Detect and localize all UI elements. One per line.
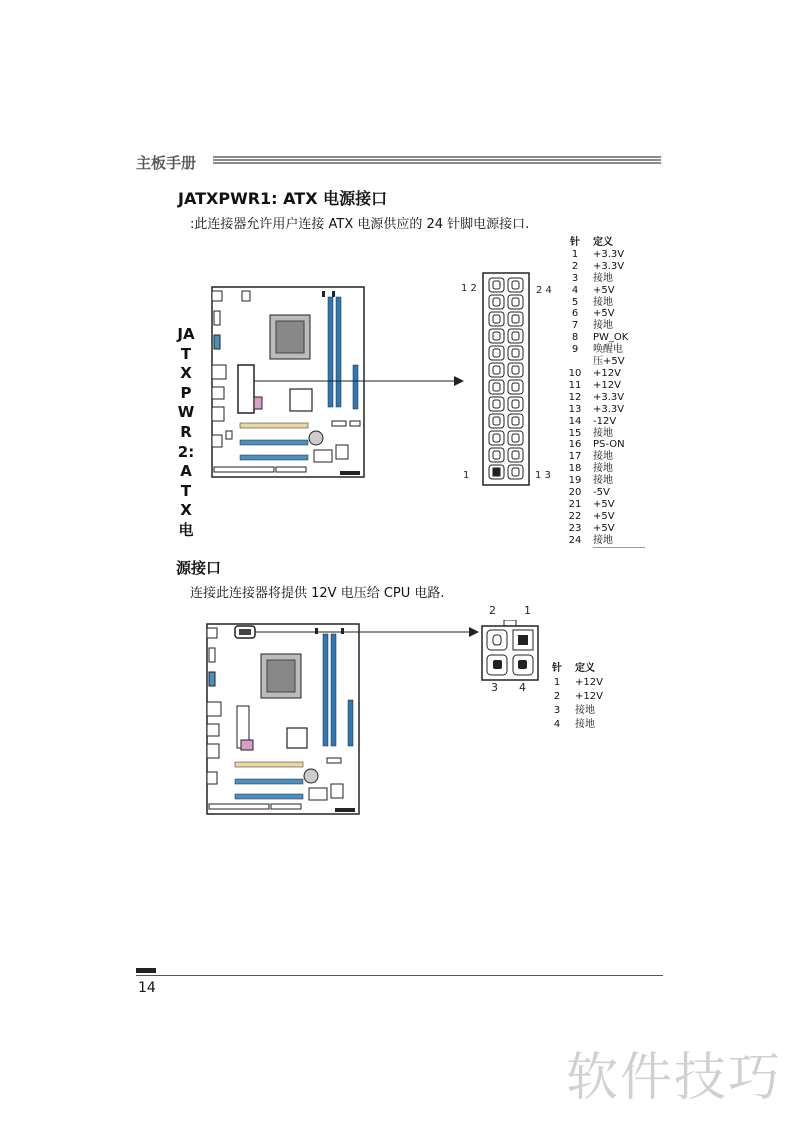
pin-number: 8 [571, 332, 579, 344]
pin-number: 19 [568, 475, 582, 487]
pin-definition: 接地 [575, 705, 595, 716]
pin-definition: +5V [593, 284, 615, 296]
pin-number [563, 356, 587, 368]
connector-pin-hole [493, 417, 500, 425]
pin-definition: 接地 [593, 534, 613, 546]
table-row [545, 718, 603, 732]
pin-definition: -5V [593, 487, 610, 499]
table-row [563, 451, 645, 463]
pin-definition: 接地 [593, 427, 613, 439]
connector-pin-hole [512, 451, 519, 459]
pin-number: 20 [568, 487, 582, 499]
table-row [563, 475, 645, 487]
table-row [563, 273, 645, 285]
connector-pin-hole [493, 451, 500, 459]
pin-number: 21 [568, 498, 582, 510]
pin-definition-table-4 [545, 662, 603, 732]
pin-number: 13 [568, 403, 582, 415]
pin-definition: +12V [593, 367, 621, 379]
connector-pin-hole [512, 332, 519, 340]
table-row [563, 463, 645, 475]
connector-pin-hole [512, 468, 519, 476]
pin-number: 11 [568, 379, 582, 391]
table-row [563, 320, 645, 332]
pin-definition: +12V [575, 691, 603, 702]
section2-description: 连接此连接器将提供 12V 电压给 CPU 电路. [190, 586, 445, 601]
pin-number: 4 [571, 284, 579, 296]
table-row [563, 285, 645, 297]
pin-number: 14 [568, 415, 582, 427]
connector2-label-2: 2 [489, 604, 496, 617]
connector-pin-hole [512, 400, 519, 408]
section1-description: :此连接器允许用户连接 ATX 电源供应的 24 针脚电源接口. [190, 217, 530, 232]
pin-number: 3 [553, 705, 561, 716]
pin-definition: 接地 [593, 475, 613, 487]
table-row [563, 439, 645, 451]
table-row [563, 523, 645, 535]
pin-number: 1 [553, 677, 561, 688]
motherboard-diagram-1 [210, 285, 466, 480]
pin-definition: +5V [593, 498, 615, 510]
table-row [563, 297, 645, 309]
table-row [563, 404, 645, 416]
connector-pin-hole [493, 315, 500, 323]
manual-header-title: 主板手册 [136, 154, 197, 172]
table-row [563, 428, 645, 440]
connector-pin-hole [493, 400, 500, 408]
connector1-label-1: 1 [463, 470, 470, 481]
pin-definition: +12V [593, 379, 621, 391]
table-row [563, 261, 645, 273]
connector-pin-hole [493, 281, 500, 289]
pin-number: 4 [553, 719, 561, 730]
header-pin: 针 [570, 237, 580, 248]
connector1-label-24: 2 4 [536, 285, 552, 296]
pin-number: 2 [571, 260, 579, 272]
pin-number: 18 [568, 463, 582, 475]
table-row [563, 416, 645, 428]
header-definition: 定义 [593, 237, 613, 248]
connector-pin-hole [512, 298, 519, 306]
connector1-label-13: 1 3 [535, 470, 551, 481]
pin-definition: 唤醒电 [593, 344, 623, 356]
table-row [563, 499, 645, 511]
pin-definition: 接地 [593, 272, 613, 284]
table-row [545, 676, 603, 690]
section2-title-vertical: JATXPWR2:ATX电 [177, 325, 195, 539]
connector-pin-hole [512, 366, 519, 374]
pin-definition: +3.3V [593, 403, 625, 415]
table-row [563, 308, 645, 320]
table-row [563, 368, 645, 380]
table-header [545, 662, 603, 676]
pin-definition: PS-ON [593, 439, 625, 451]
pin-number: 10 [568, 367, 582, 379]
pin-definition: +3.3V [593, 391, 625, 403]
connector-pin-hole [493, 349, 500, 357]
pin-definition: +5V [593, 522, 615, 534]
footer-rule [136, 975, 663, 976]
pin-number: 6 [571, 308, 579, 320]
connector-pin-hole [493, 332, 500, 340]
section1-title: JATXPWR1: ATX 电源接口 [178, 189, 388, 208]
watermark: 软件技巧 [566, 1048, 783, 1108]
header-rule [213, 156, 661, 165]
pin-definition: +5V [593, 308, 615, 320]
connector-pin-hole [512, 281, 519, 289]
pin-number: 3 [571, 272, 579, 284]
table-row [545, 704, 603, 718]
pin-number: 2 [553, 691, 561, 702]
pin-number: 24 [568, 534, 582, 546]
pin-definition: +5V [593, 510, 615, 522]
connector2-label-4: 4 [519, 681, 526, 694]
header-pin: 针 [552, 663, 562, 674]
pin-number: 9 [571, 344, 579, 356]
pin-number: 5 [571, 296, 579, 308]
pin-definition: 接地 [593, 296, 613, 308]
pin-definition-table-24 [563, 237, 645, 548]
footer-mark [136, 968, 156, 973]
atx-24pin-connector [482, 272, 530, 486]
pin-definition: 接地 [593, 463, 613, 475]
connector1-label-12: 1 2 [461, 283, 477, 294]
pin-number: 22 [568, 510, 582, 522]
table-row [563, 356, 645, 368]
section2-title-tail: 源接口 [176, 559, 222, 577]
table-row [563, 535, 645, 547]
table-row [563, 332, 645, 344]
pin-definition: -12V [593, 415, 617, 427]
pin-number: 23 [568, 522, 582, 534]
connector2-label-1: 1 [524, 604, 531, 617]
pin-definition: +3.3V [593, 260, 625, 272]
table-header [563, 237, 645, 249]
pin-number: 1 [571, 248, 579, 260]
connector2-label-3: 3 [491, 681, 498, 694]
pin-number: 16 [568, 439, 582, 451]
connector-pin-hole [493, 366, 500, 374]
table-row [563, 511, 645, 523]
connector-pin-hole [512, 383, 519, 391]
motherboard-diagram-2 [205, 622, 485, 818]
connector-pin-hole [512, 315, 519, 323]
table-row [563, 344, 645, 356]
header-definition: 定义 [575, 663, 595, 674]
pin-number: 15 [568, 427, 582, 439]
connector-pin-hole [493, 298, 500, 306]
pin-definition: +12V [575, 677, 603, 688]
table-row [563, 392, 645, 404]
pin-definition: +3.3V [593, 248, 625, 260]
pin-number: 7 [571, 320, 579, 332]
table-row [563, 487, 645, 499]
connector-pin-hole [493, 383, 500, 391]
table-row [563, 380, 645, 392]
pin-definition: 压+5V [593, 356, 625, 368]
pin-definition: PW_OK [593, 332, 629, 344]
pin-number: 12 [568, 391, 582, 403]
pin-definition: 接地 [593, 451, 613, 463]
connector-pin-hole [512, 434, 519, 442]
connector-pin-hole [512, 349, 519, 357]
pin-definition: 接地 [593, 320, 613, 332]
connector-pin-hole [512, 417, 519, 425]
connector-pin-hole [493, 468, 500, 476]
page-number: 14 [138, 980, 156, 996]
table-row [563, 249, 645, 261]
pin-definition: 接地 [575, 719, 595, 730]
atx-4pin-connector [480, 620, 540, 682]
table-row [545, 690, 603, 704]
pin-number: 17 [568, 451, 582, 463]
connector-pin-hole [493, 434, 500, 442]
